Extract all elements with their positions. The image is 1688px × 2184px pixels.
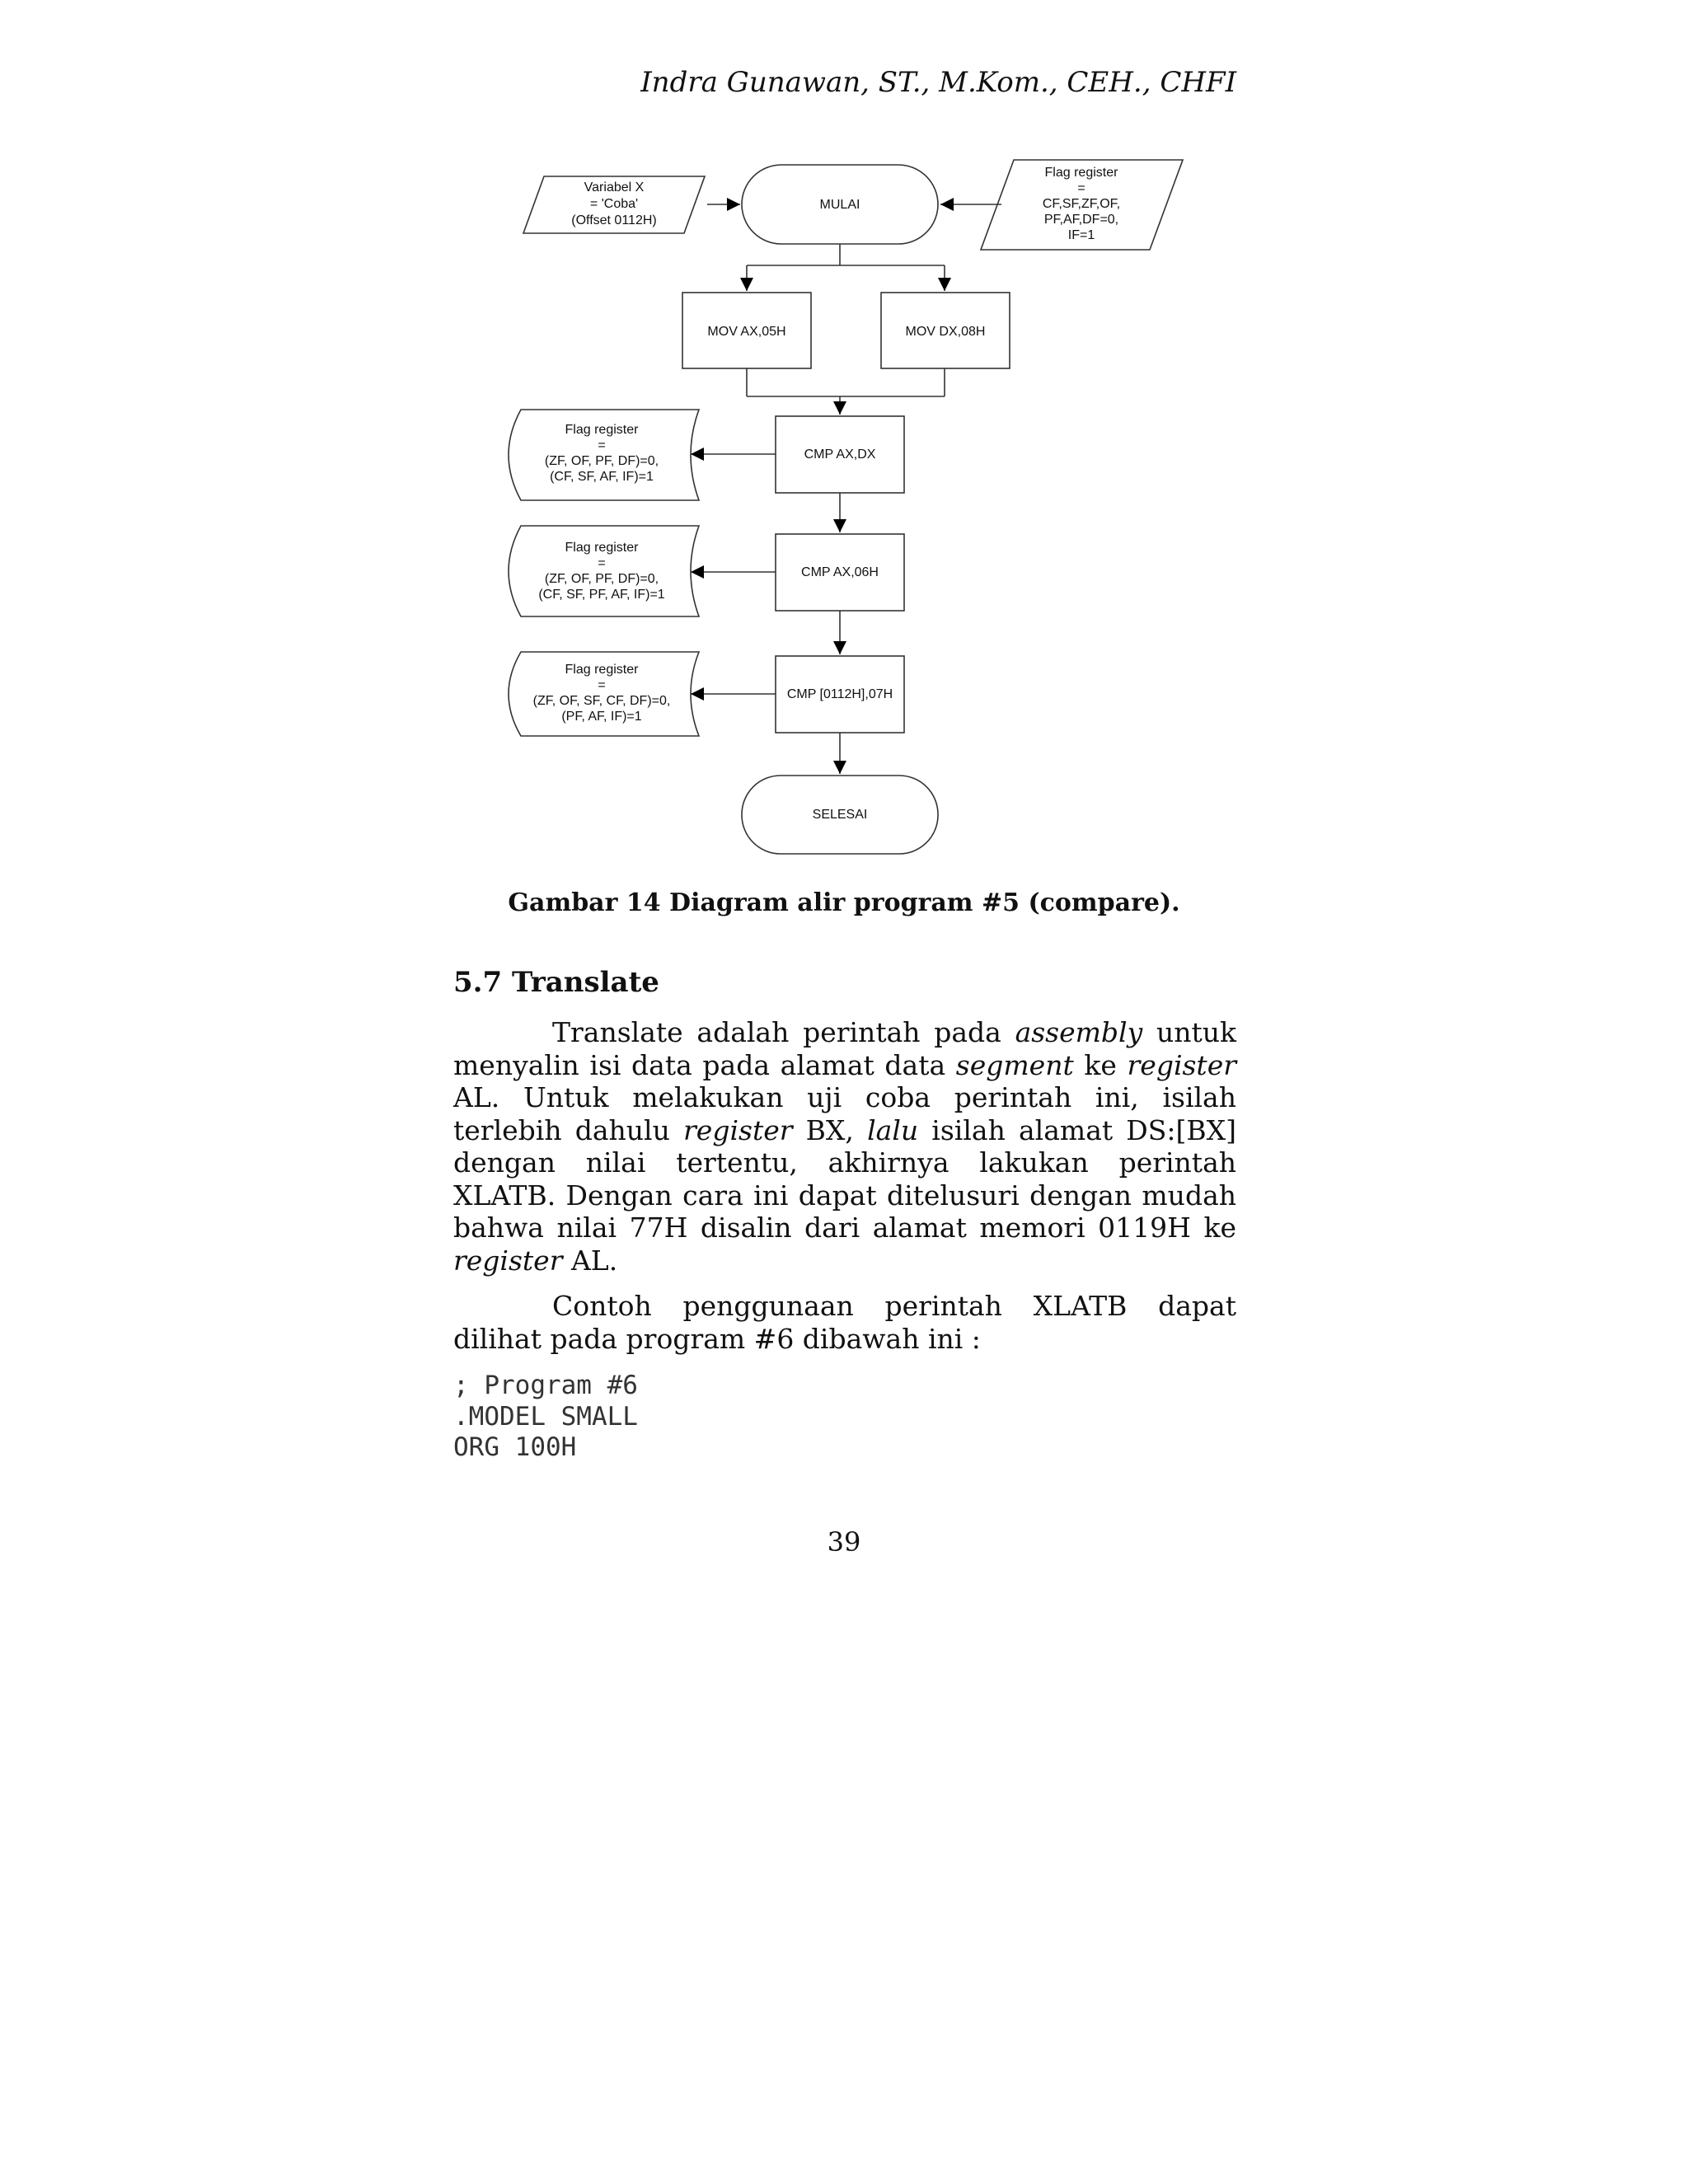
code-line: .MODEL SMALL (453, 1401, 638, 1432)
result-3-line: (ZF, OF, SF, CF, DF)=0, (532, 694, 671, 708)
variable-input-line: = 'Coba' (589, 197, 639, 211)
result-1-line: = (598, 438, 606, 452)
initial-flags-line: = (1077, 181, 1085, 195)
result-2-line: (ZF, OF, PF, DF)=0, (544, 572, 659, 586)
result-1-line: (CF, SF, AF, IF)=1 (550, 470, 654, 484)
initial-flags-line: Flag register (1044, 166, 1118, 180)
result-2-line: = (598, 556, 606, 570)
mov-ax-label: MOV AX,05H (707, 325, 786, 339)
variable-input-line: Variabel X (584, 180, 645, 194)
mov-dx-label: MOV DX,08H (905, 325, 986, 339)
cmp-1-label: CMP AX,DX (804, 448, 876, 462)
end-label: SELESAI (812, 808, 868, 822)
start-label: MULAI (819, 198, 860, 212)
result-2-line: (CF, SF, PF, AF, IF)=1 (538, 588, 665, 602)
initial-flags-line: IF=1 (1067, 228, 1095, 242)
cmp-2-label: CMP AX,06H (801, 565, 879, 579)
body-paragraph: Translate adalah perintah pada assembly untuk menyalin isi data pada alamat data segment ke register AL. Untuk melakukan uji coba perintah ini, isilah terlebih dahulu register BX, lalu isilah alamat DS:[BX] dengan nilai tertentu, akhirnya lakukan perintah XLATB. Dengan cara ini dapat ditelusuri dengan mudah bahwa nilai 77H disalin dari alamat memori 0119H ke register AL. (453, 1016, 1236, 1277)
result-1-line: Flag register (565, 423, 639, 437)
cmp-3-label: CMP [0112H],07H (786, 687, 893, 701)
body-paragraph: Contoh penggunaan perintah XLATB dapat dilihat pada program #6 dibawah ini : (453, 1290, 1236, 1355)
result-shape-2 (509, 526, 699, 616)
result-2-line: Flag register (565, 541, 639, 555)
page-header-author: Indra Gunawan, ST., M.Kom., CEH., CHFI (640, 66, 1236, 99)
section-title: 5.7 Translate (453, 966, 659, 999)
figure-caption: Gambar 14 Diagram alir program #5 (compare). (508, 888, 1180, 917)
result-3-line: (PF, AF, IF)=1 (561, 710, 642, 724)
code-line: ; Program #6 (453, 1371, 638, 1400)
code-block (453, 1371, 638, 1464)
variable-input-line: (Offset 0112H) (571, 213, 657, 227)
flowchart-diagram (0, 0, 1688, 874)
page-number: 39 (827, 1526, 861, 1558)
result-3-line: = (598, 678, 606, 692)
code-line: ORG 100H (453, 1432, 577, 1462)
initial-flags-line: CF,SF,ZF,OF, (1042, 197, 1121, 211)
result-1-line: (ZF, OF, PF, DF)=0, (544, 454, 659, 468)
result-3-line: Flag register (565, 663, 639, 677)
initial-flags-line: PF,AF,DF=0, (1043, 213, 1119, 227)
